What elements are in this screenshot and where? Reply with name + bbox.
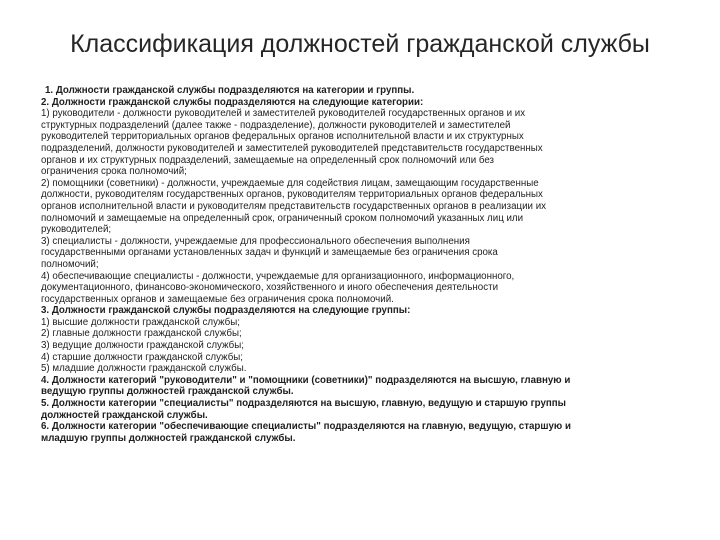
text-line: младшую группы должностей гражданской службы. bbox=[41, 432, 296, 444]
text-line: руководителей; bbox=[41, 224, 112, 236]
text-line: 3) специалисты - должности, учреждаемые для профессионального обеспечения выполнения bbox=[41, 235, 470, 247]
text-line: органов и их структурных подразделений, замещаемые на определенный срок полномочий или без bbox=[41, 154, 495, 166]
document-body bbox=[41, 85, 697, 444]
text-line: должностей гражданской службы. bbox=[41, 409, 208, 421]
text-line: структурных подразделений (далее также - подразделение), должности руководителей и заместителей bbox=[41, 119, 511, 131]
text-line: 3. Должности гражданской службы подразделяются на следующие группы: bbox=[41, 305, 411, 317]
text-line: ведущую группы должностей гражданской службы. bbox=[41, 386, 294, 398]
text-line: 3) ведущие должности гражданской службы; bbox=[41, 340, 244, 352]
text-line: 2. Должности гражданской службы подразделяются на следующие категории: bbox=[41, 96, 424, 108]
text-line: полномочий и замещаемые на определенный срок, ограниченный сроком полномочий указанных лиц или bbox=[41, 212, 524, 224]
text-line: органов исполнительной власти и руководителям представительств государственных органов в реализации их bbox=[41, 200, 547, 212]
text-line: 4) обеспечивающие специалисты - должности, учреждаемые для организационного, информационного, bbox=[41, 270, 515, 282]
text-line: полномочий; bbox=[41, 258, 99, 270]
text-line: 5. Должности категории "специалисты" подразделяются на высшую, главную, ведущую и старшую группы bbox=[41, 398, 567, 410]
text-line: 5) младшие должности гражданской службы. bbox=[41, 363, 247, 375]
text-line: 1) руководители - должности руководителей и заместителей руководителей государственных органов и их bbox=[41, 108, 526, 120]
text-line: ограничения срока полномочий; bbox=[41, 166, 187, 178]
text-line: должности, руководителям государственных органов, руководителям территориальных органов федеральных bbox=[41, 189, 543, 201]
text-line: 4. Должности категорий "руководители" и "помощники (советники)" подразделяются на высшую, главную и bbox=[41, 374, 571, 386]
slide-title: Классификация должностей гражданской службы bbox=[70, 30, 650, 58]
text-line: 2) главные должности гражданской службы; bbox=[41, 328, 242, 340]
text-line: 1) высшие должности гражданской службы; bbox=[41, 316, 240, 328]
text-line: 4) старшие должности гражданской службы; bbox=[41, 351, 243, 363]
text-line: государственных органов и замещаемые без ограничения срока полномочий. bbox=[41, 293, 394, 305]
text-line: руководителей территориальных органов федеральных органов исполнительной власти и их структурных bbox=[41, 131, 524, 143]
text-line: 1. Должности гражданской службы подразделяются на категории и группы. bbox=[45, 85, 415, 96]
text-line: подразделений, должности руководителей и заместителей руководителей представительств государственных bbox=[41, 142, 543, 154]
text-line: 6. Должности категории "обеспечивающие специалисты" подразделяются на главную, ведущую, старшую и bbox=[41, 421, 571, 433]
text-line: документационного, финансово-экономического, хозяйственного и иного обеспечения деятельности bbox=[41, 282, 499, 294]
text-line: 2) помощники (советники) - должности, учреждаемые для содействия лицам, замещающим государственные bbox=[41, 177, 539, 189]
text-line: государственными органами установленных задач и функций и замещаемые без ограничения срока bbox=[41, 247, 498, 259]
